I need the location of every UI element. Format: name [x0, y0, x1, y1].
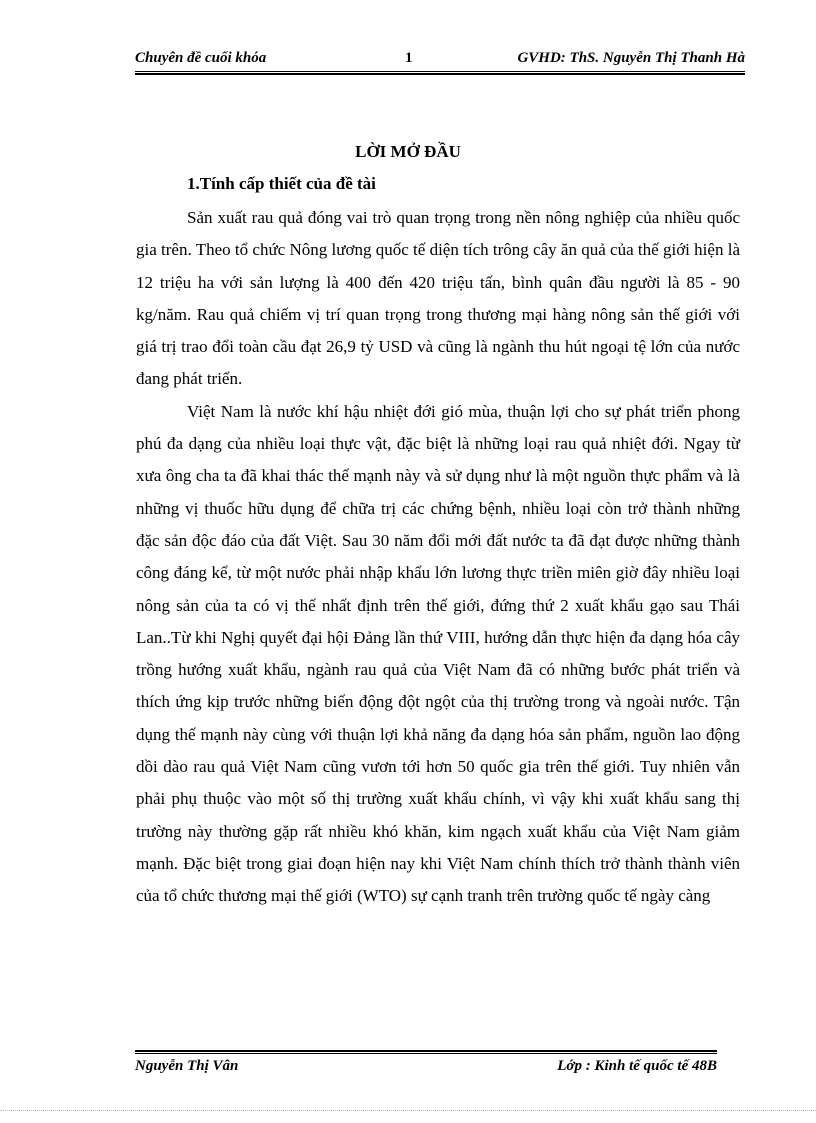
page-edge-divider	[0, 1110, 816, 1111]
footer-divider	[135, 1050, 717, 1054]
header-supervisor: GVHD: ThS. Nguyễn Thị Thanh Hà	[517, 50, 745, 66]
footer-class: Lớp : Kinh tế quốc tế 48B	[557, 1058, 717, 1074]
paragraph: Việt Nam là nước khí hậu nhiệt đới gió mùa, thuận lợi cho sự phát triển phong phú đa dạng của nhiều loại thực vật, đặc biệt là những loại rau quả nhiệt đới. Ngay từ xưa ông cha ta đã khai thác thế mạnh này và sử dụng như là một nguồn thực phẩm và là những vị thuốc hữu dụng để chữa trị các chứng bệnh, nhiều loại còn trở thành những đặc sản độc đáo của đất Việt. Sau 30 năm đổi mới đất nước ta đã đạt được những thành công đáng kể, từ một nước phải nhập khẩu lớn lương thực triền miên giờ đây nhiều loại nông sản của ta có vị thế nhất định trên thế giới, đứng thứ 2 xuất khẩu gạo sau Thái Lan..Từ khi Nghị quyết đại hội Đảng lần thứ VIII, hướng dẫn thực hiện đa dạng hóa cây trồng hướng xuất khẩu, ngành rau quả của Việt Nam đã có những bước phát triển và thích ứng kịp trước những biến động đột ngột của thị trường trong và ngoài nước. Tận dụng thế mạnh này cùng với thuận lợi khả năng đa dạng hóa sản phẩm, nguồn lao động dồi dào rau quả Việt Nam cũng vươn tới hơn 50 quốc gia trên thế giới. Tuy nhiên vẫn phải phụ thuộc vào một số thị trường xuất khẩu chính, vì vậy khi xuất khẩu sang thị trường này thường gặp rất nhiều khó khăn, kim ngạch xuất khẩu của Việt Nam giảm mạnh. Đặc biệt trong giai đoạn hiện nay khi Việt Nam chính thích trở thành thành viên của tổ chức thương mại thế giới (WTO) sự cạnh tranh trên trường quốc tế ngày càng	[136, 401, 740, 906]
header-course-title: Chuyên đề cuối khóa	[135, 50, 267, 66]
section-heading: 1.Tính cấp thiết của đề tài	[187, 174, 376, 193]
header-divider	[135, 71, 745, 75]
footer-author: Nguyễn Thị Vân	[135, 1058, 239, 1074]
paragraph: Sản xuất rau quả đóng vai trò quan trọng trong nền nông nghiệp của nhiều quốc gia trên. Theo tổ chức Nông lương quốc tế diện tích trông cây ăn quả của thế giới hiện là 12 triệu ha với sản lượng là 400 đến 420 triệu tấn, bình quân đầu người là 85 - 90 kg/năm. Rau quả chiếm vị trí quan trọng trong thương mại hàng nông sản thế giới với giá trị trao đổi toàn cầu đạt 26,9 tỷ USD và cũng là ngành thu hút ngoại tệ lớn của nước đang phát triển.	[136, 208, 740, 389]
header-page-number: 1	[405, 50, 413, 66]
page-header	[135, 46, 745, 72]
document-title: LỜI MỞ ĐẦU	[355, 142, 461, 161]
body-text	[136, 202, 740, 913]
page-footer	[135, 1056, 717, 1078]
